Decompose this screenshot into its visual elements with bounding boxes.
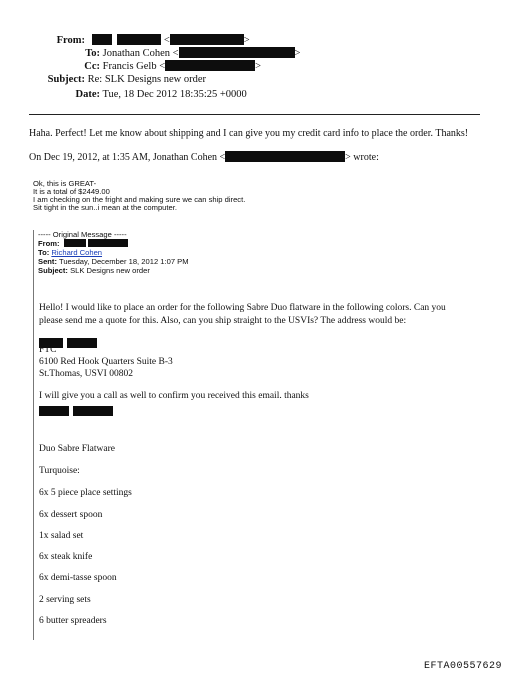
- order-request-line-1: Hello! I would like to place an order for the following Sabre Duo flatware in the following colors. Can you: [39, 303, 446, 313]
- lt-symbol: <: [163, 35, 170, 46]
- date-label: Date:: [75, 89, 100, 100]
- header-to-row: [0, 47, 300, 60]
- date-value: Tue, 18 Dec 2012 18:35:25 +0000: [102, 89, 247, 100]
- subject-label: Subject:: [47, 74, 85, 85]
- item-line: 6x 5 piece place settings: [39, 488, 132, 498]
- redacted-block: [117, 34, 161, 45]
- orig-subject-label: Subject:: [38, 266, 68, 275]
- item-line: Duo Sabre Flatware: [39, 444, 115, 454]
- address-line: 6100 Red Hook Quarters Suite B-3: [39, 357, 173, 367]
- orig-to-label: To:: [38, 248, 50, 257]
- address-line: St.Thomas, USVI 00802: [39, 369, 133, 379]
- header-cc-row: [0, 60, 261, 73]
- orig-subject-value: SLK Designs new order: [70, 266, 150, 275]
- header-subject-row: [0, 73, 206, 86]
- gt-symbol: >: [255, 61, 262, 72]
- orig-sent-value: Tuesday, December 18, 2012 1:07 PM: [58, 257, 189, 266]
- item-line: 6x dessert spoon: [39, 510, 103, 520]
- redacted-block: [170, 34, 244, 45]
- redacted-block: [92, 34, 112, 45]
- subject-value: Re: SLK Designs new order: [87, 74, 207, 85]
- original-from-row: [38, 239, 128, 248]
- richard-cohen-link[interactable]: Richard Cohen: [51, 248, 103, 257]
- call-note: I will give you a call as well to confirm you received this email. thanks: [39, 391, 309, 401]
- redacted-block: [67, 338, 97, 348]
- quoted-line: Ok, this is GREAT-: [33, 179, 97, 188]
- redacted-block: [88, 239, 128, 247]
- header-date-row: [0, 88, 247, 101]
- orig-from-label: From:: [38, 239, 60, 248]
- redacted-block: [179, 47, 295, 58]
- reply-body: Haha. Perfect! Let me know about shipping and I can give you my credit card info to place the order. Thanks!: [29, 128, 469, 139]
- original-sent-row: [38, 257, 189, 266]
- redacted-block: [73, 406, 113, 416]
- quoted-line: It is a total of $2449.00: [33, 187, 110, 196]
- header-from-row: [0, 34, 250, 47]
- redacted-block: [225, 151, 345, 162]
- item-line: 6x steak knife: [39, 552, 93, 562]
- redacted-block: [39, 406, 69, 416]
- to-value: Jonathan Cohen <: [102, 48, 179, 59]
- original-to-row: [38, 248, 102, 257]
- original-separator: ----- Original Message -----: [38, 230, 127, 239]
- to-label: To:: [85, 48, 100, 59]
- quoted-line: Sit tight in the sun..i mean at the computer.: [33, 203, 177, 212]
- item-line: 2 serving sets: [39, 595, 91, 605]
- item-line: 6x demi-tasse spoon: [39, 573, 117, 583]
- item-line: 1x salad set: [39, 531, 84, 541]
- from-label: From:: [56, 35, 85, 46]
- quote-intro: [29, 151, 379, 164]
- original-subject-row: [38, 266, 150, 275]
- cc-label: Cc:: [84, 61, 100, 72]
- quote-intro-suffix: > wrote:: [345, 152, 379, 163]
- address-line: FTC: [39, 345, 57, 355]
- quote-intro-prefix: On Dec 19, 2012, at 1:35 AM, Jonathan Cohen <: [29, 152, 226, 163]
- item-line: 6 butter spreaders: [39, 616, 107, 626]
- gt-symbol: >: [294, 48, 301, 59]
- signature-redaction: [39, 401, 113, 419]
- order-request-line-2: please send me a quote for this. Also, can you ship straight to the USVIs? The address would be:: [39, 316, 407, 326]
- redacted-block: [64, 239, 86, 247]
- quote-bar: [33, 230, 34, 640]
- redacted-block: [165, 60, 255, 71]
- quoted-line: I am checking on the fright and making sure we can ship direct.: [33, 195, 246, 204]
- orig-sent-label: Sent:: [38, 257, 57, 266]
- cc-value: Francis Gelb <: [102, 61, 166, 72]
- bates-number: EFTA00557629: [423, 661, 502, 672]
- gt-symbol: >: [243, 35, 250, 46]
- header-divider: [29, 114, 480, 115]
- item-line: Turquoise:: [39, 466, 80, 476]
